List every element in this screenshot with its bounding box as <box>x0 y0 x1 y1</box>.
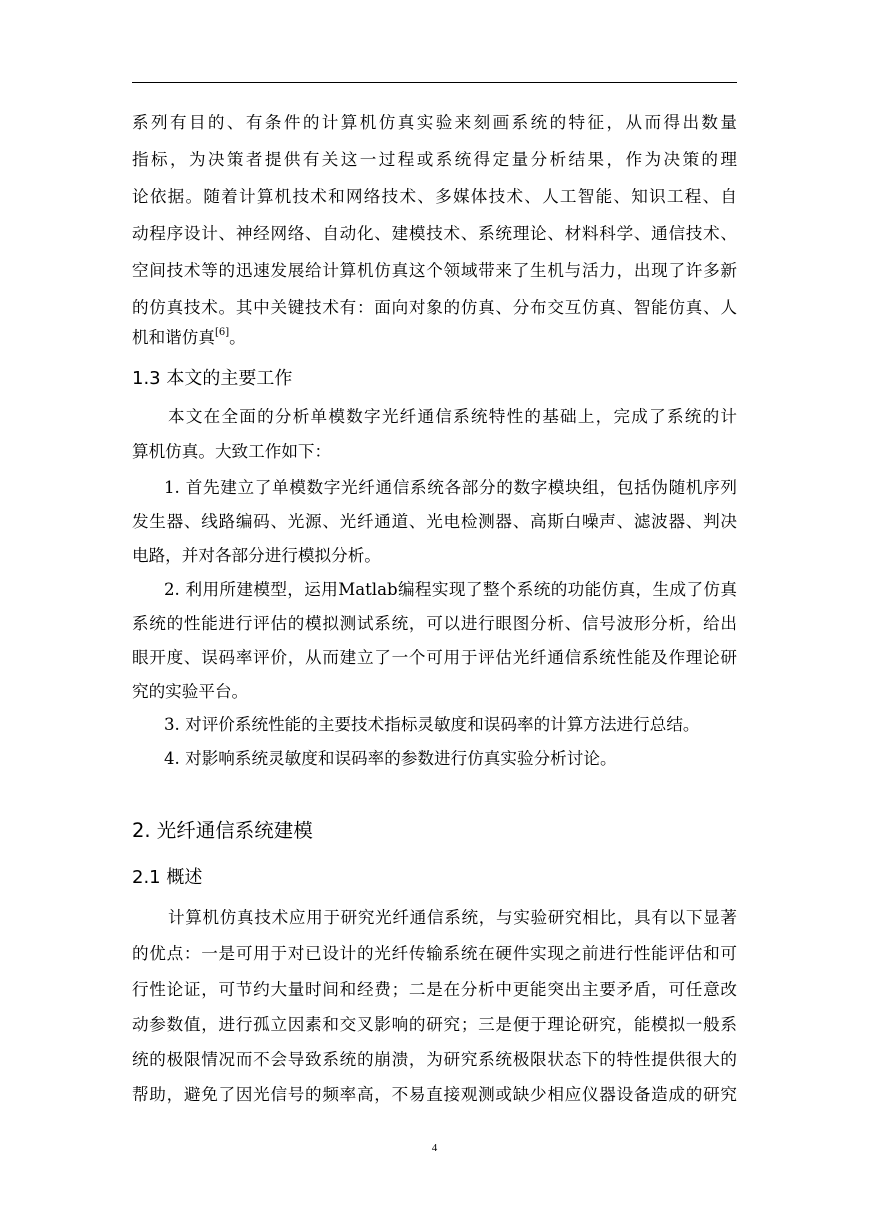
list-item-line: 系统的性能进行评估的模拟测试系统，可以进行眼图分析、信号波形分析，给出 <box>132 614 737 633</box>
paragraph-line: 动程序设计、神经网络、自动化、建模技术、系统理论、材料科学、通信技术、 <box>132 224 737 243</box>
paragraph-line: 论依据。随着计算机技术和网络技术、多媒体技术、人工智能、知识工程、自 <box>132 187 737 206</box>
paragraph-line: 的优点：一是可用于对已设计的光纤传输系统在硬件实现之前进行性能评估和可 <box>132 944 737 963</box>
paragraph-line: 行性论证，可节约大量时间和经费；二是在分析中更能突出主要矛盾，可任意改 <box>132 980 737 999</box>
chapter-heading-2: 2. 光纤通信系统建模 <box>132 819 313 842</box>
paragraph-line: 空间技术等的迅速发展给计算机仿真这个领域带来了生机与活力，出现了许多新 <box>132 261 737 280</box>
paragraph-line-with-citation <box>132 316 737 352</box>
section-heading-2-1: 2.1 概述 <box>132 867 203 888</box>
paragraph-text: 机和谐仿真 <box>132 328 215 347</box>
page-number: 4 <box>431 1142 438 1154</box>
paragraph-line: 的仿真技术。其中关键技术有：面向对象的仿真、分布交互仿真、智能仿真、人 <box>132 298 737 317</box>
paragraph-line: 本文在全面的分析单模数字光纤通信系统特性的基础上，完成了系统的计 <box>168 407 737 426</box>
paragraph-text: 。 <box>229 328 246 347</box>
paragraph-line: 计算机仿真技术应用于研究光纤通信系统，与实验研究相比，具有以下显著 <box>168 908 737 927</box>
list-item-line: 4. 对影响系统灵敏度和误码率的参数进行仿真实验分析讨论。 <box>164 749 617 768</box>
header-rule <box>132 82 737 83</box>
paragraph-line: 算机仿真。大致工作如下： <box>132 442 332 461</box>
list-item-line: 究的实验平台。 <box>132 682 249 701</box>
paragraph-line: 动参数值，进行孤立因素和交叉影响的研究；三是便于理论研究，能模拟一般系 <box>132 1015 737 1034</box>
citation-ref: [6] <box>214 327 230 338</box>
list-item-line: 眼开度、误码率评价，从而建立了一个可用于评估光纤通信系统性能及作理论研 <box>132 648 737 667</box>
list-item-line: 电路，并对各部分进行模拟分析。 <box>132 546 381 565</box>
paragraph-line: 指标，为决策者提供有关这一过程或系统得定量分析结果，作为决策的理 <box>132 150 737 169</box>
section-heading-1-3: 1.3 本文的主要工作 <box>132 368 293 389</box>
paragraph-line: 系列有目的、有条件的计算机仿真实验来刻画系统的特征，从而得出数量 <box>132 113 737 132</box>
list-item-line: 2. 利用所建模型，运用Matlab编程实现了整个系统的功能仿真，生成了仿真 <box>164 580 737 599</box>
paragraph-line: 帮助，避免了因光信号的频率高，不易直接观测或缺少相应仪器设备造成的研究 <box>132 1085 737 1104</box>
list-item-line: 1. 首先建立了单模数字光纤通信系统各部分的数字模块组，包括伪随机序列 <box>164 478 737 497</box>
list-item-line: 3. 对评价系统性能的主要技术指标灵敏度和误码率的计算方法进行总结。 <box>164 715 700 734</box>
list-item-line: 发生器、线路编码、光源、光纤通道、光电检测器、高斯白噪声、滤波器、判决 <box>132 512 737 531</box>
paragraph-line: 统的极限情况而不会导致系统的崩溃，为研究系统极限状态下的特性提供很大的 <box>132 1050 737 1069</box>
